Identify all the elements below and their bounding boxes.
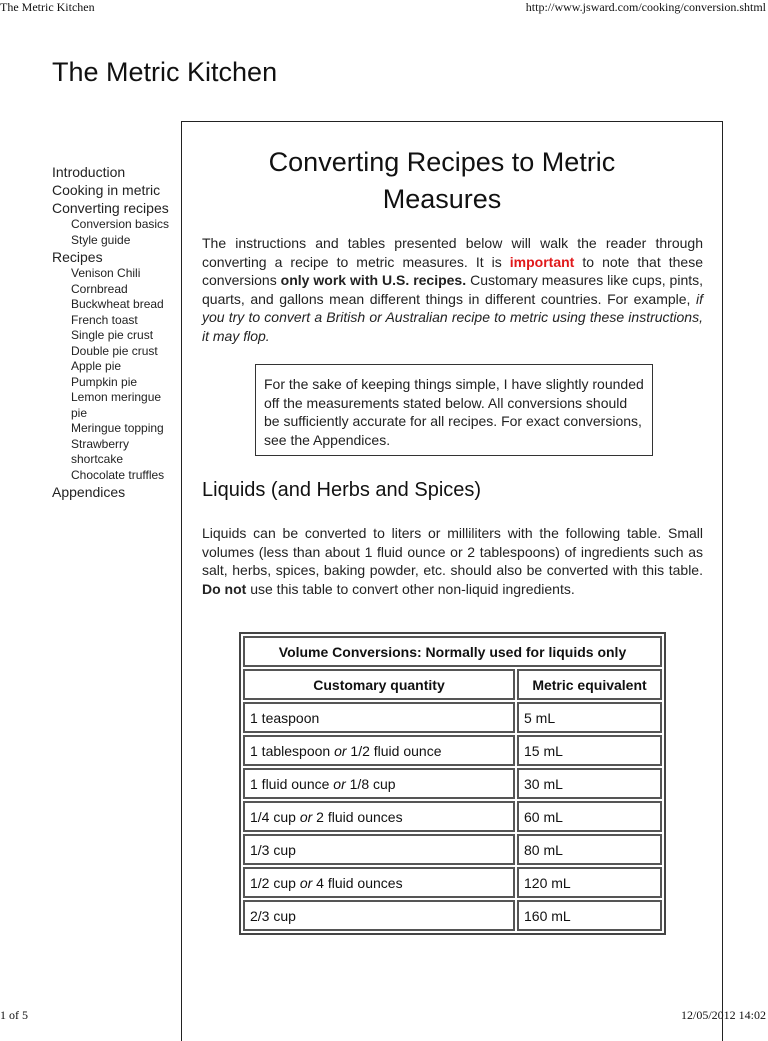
customary-cell bbox=[243, 768, 515, 799]
flop-warning: if you try to convert a British or Australian recipe to metric using these instructions, it may flop. bbox=[202, 290, 703, 344]
customary-text: 1/3 cup bbox=[250, 841, 296, 858]
table-row bbox=[243, 867, 662, 898]
sidebar-item-pumpkin-pie[interactable]: Pumpkin pie bbox=[71, 374, 138, 389]
print-footer-page: 1 of 5 bbox=[0, 1008, 28, 1022]
table-row bbox=[243, 702, 662, 733]
customary-alt-text: 4 fluid ounces bbox=[312, 874, 403, 891]
customary-text: 1 fluid ounce bbox=[250, 775, 334, 792]
liquids-text-2: use this table to convert other non-liquid ingredients. bbox=[246, 580, 575, 597]
print-footer-datetime: 12/05/2012 14:02 bbox=[680, 1008, 766, 1022]
sidebar-item-recipes[interactable]: Recipes bbox=[52, 249, 103, 265]
or-text: or bbox=[299, 808, 313, 825]
customary-alt-text: 1/8 cup bbox=[345, 775, 396, 792]
customary-text: 1/2 cup bbox=[250, 874, 300, 891]
customary-cell bbox=[243, 702, 515, 733]
sidebar-item-apple-pie[interactable]: Apple pie bbox=[71, 359, 122, 373]
customary-alt-text: 2 fluid ounces bbox=[312, 808, 403, 825]
customary-text: 1/4 cup bbox=[250, 808, 300, 825]
metric-cell: 30 mL bbox=[517, 768, 662, 799]
volume-conversion-table bbox=[239, 632, 666, 935]
metric-cell: 160 mL bbox=[517, 900, 662, 931]
sidebar-item-style-guide[interactable]: Style guide bbox=[71, 232, 131, 247]
metric-cell: 80 mL bbox=[517, 834, 662, 865]
liquids-paragraph bbox=[202, 524, 703, 598]
print-header-title: The Metric Kitchen bbox=[0, 0, 95, 14]
customary-text: 1 tablespoon bbox=[250, 742, 335, 759]
us-recipes-emphasis: only work with U.S. recipes. bbox=[280, 272, 467, 288]
customary-cell bbox=[243, 735, 515, 766]
customary-cell bbox=[243, 834, 515, 865]
sidebar-item-single-pie-crust[interactable]: Single pie crust bbox=[71, 328, 154, 342]
column-header-metric: Metric equivalent bbox=[517, 669, 662, 700]
sidebar-item-converting-recipes[interactable]: Converting recipes bbox=[52, 200, 169, 216]
or-text: or bbox=[299, 874, 313, 891]
sidebar-item-french-toast[interactable]: French toast bbox=[71, 312, 138, 327]
table-row bbox=[243, 834, 662, 865]
or-text: or bbox=[334, 742, 347, 759]
customary-text: 2/3 cup bbox=[250, 907, 296, 924]
do-not-emphasis: Do not bbox=[202, 580, 247, 597]
sidebar-item-lemon-meringue-pie[interactable]: Lemon meringue pie bbox=[71, 390, 162, 420]
sidebar-item-double-pie-crust[interactable]: Double pie crust bbox=[71, 343, 158, 358]
sidebar-item-venison-chili[interactable]: Venison Chili bbox=[71, 266, 141, 280]
table-row bbox=[243, 735, 662, 766]
table-row bbox=[243, 900, 662, 931]
customary-cell bbox=[243, 867, 515, 898]
table-row bbox=[243, 768, 662, 799]
site-title: The Metric Kitchen bbox=[52, 57, 278, 87]
sidebar-item-chocolate-truffles[interactable]: Chocolate truffles bbox=[71, 467, 165, 482]
important-word: important bbox=[509, 253, 575, 270]
main-content bbox=[181, 121, 723, 1041]
customary-text: 1 teaspoon bbox=[250, 709, 320, 726]
sidebar-item-appendices[interactable]: Appendices bbox=[52, 484, 126, 500]
metric-cell: 120 mL bbox=[517, 867, 662, 898]
page-heading: Converting Recipes to Metric Measures bbox=[268, 147, 616, 214]
sidebar-item-cooking-in-metric[interactable]: Cooking in metric bbox=[52, 182, 161, 198]
metric-cell: 60 mL bbox=[517, 801, 662, 832]
intro-text-2: to note that these conversions bbox=[202, 253, 703, 288]
sidebar-item-cornbread[interactable]: Cornbread bbox=[71, 281, 128, 296]
rounding-note: For the sake of keeping things simple, I have slightly rounded off the measurements stated below. All conversions should be sufficiently accurate for all recipes. For exact conversions, see the Appendices. bbox=[255, 364, 653, 456]
table-header-row bbox=[243, 669, 662, 700]
column-header-customary: Customary quantity bbox=[243, 669, 515, 700]
print-header-url: http://www.jsward.com/cooking/conversion.shtml bbox=[525, 0, 766, 14]
sidebar-item-conversion-basics[interactable]: Conversion basics bbox=[71, 217, 170, 231]
table-caption-row bbox=[243, 636, 662, 667]
table-caption: Volume Conversions: Normally used for liquids only bbox=[243, 636, 662, 667]
intro-text-1: The instructions and tables presented below will walk the reader through converting a recipe to metric measures. It is bbox=[202, 235, 703, 270]
liquids-heading: Liquids (and Herbs and Spices) bbox=[202, 479, 482, 501]
or-text: or bbox=[333, 775, 346, 792]
sidebar-item-buckwheat-bread[interactable]: Buckwheat bread bbox=[71, 297, 164, 311]
customary-cell bbox=[243, 900, 515, 931]
metric-cell: 5 mL bbox=[517, 702, 662, 733]
liquids-text-1: Liquids can be converted to liters or milliliters with the following table. Small volumes (less than about 1 fluid ounce or 2 tablespoons) of ingredients such as salt, herbs, spices, baking powder, etc. should also be converted with this table. bbox=[202, 525, 703, 578]
sidebar-nav bbox=[52, 163, 178, 501]
intro-text-3: Customary measures like cups, pints, quarts, and gallons mean different things in different countries. For example, bbox=[202, 272, 704, 307]
metric-cell: 15 mL bbox=[517, 735, 662, 766]
sidebar-item-introduction[interactable]: Introduction bbox=[52, 164, 126, 180]
sidebar-item-strawberry-shortcake[interactable]: Strawberry shortcake bbox=[71, 436, 130, 466]
customary-alt-text: 1/2 fluid ounce bbox=[346, 742, 442, 759]
customary-cell bbox=[243, 801, 515, 832]
intro-paragraph bbox=[202, 234, 703, 345]
sidebar-item-meringue-topping[interactable]: Meringue topping bbox=[71, 421, 164, 435]
table-row bbox=[243, 801, 662, 832]
